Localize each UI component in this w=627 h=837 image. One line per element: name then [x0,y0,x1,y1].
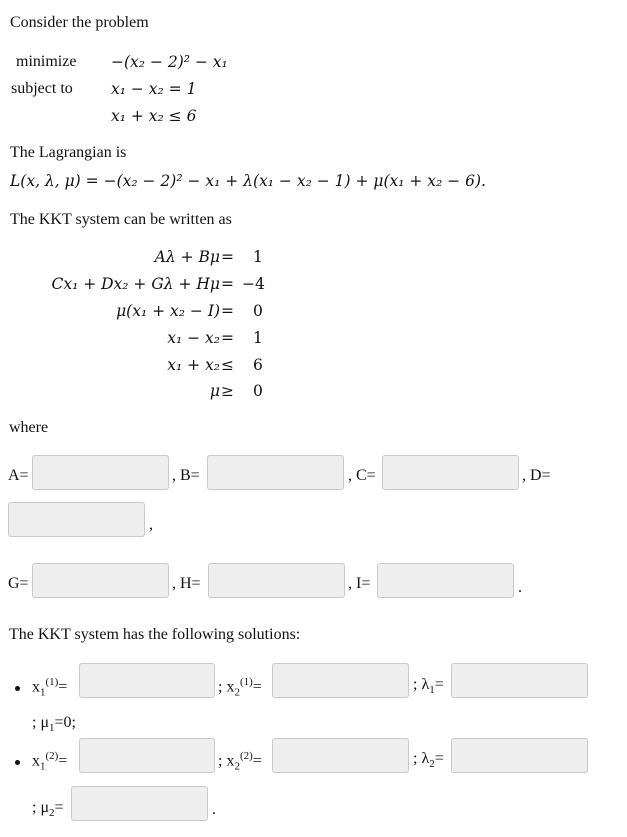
input-sol1-x1[interactable] [79,663,215,698]
label-I: , I= [348,575,371,592]
kkt-row-rel: ≥ [221,382,234,400]
input-C[interactable] [382,455,519,490]
kkt-row-rhs: 0 [253,382,263,400]
kkt-intro: The KKT system can be written as [10,211,232,228]
input-H[interactable] [208,563,345,598]
period-after-I: . [518,579,522,596]
lagrangian-intro: The Lagrangian is [10,144,127,161]
input-G[interactable] [32,563,169,598]
label-sol1-x1: $x_1^{(1)}=$ [32,676,68,699]
kkt-row-rhs: 0 [253,302,263,320]
kkt-row-lhs: x₁ + x₂ [167,356,220,374]
input-D[interactable] [8,502,145,537]
kkt-row-rhs: 1 [253,329,263,347]
input-I[interactable] [377,563,514,598]
input-sol2-lambda[interactable] [451,738,588,773]
label-sol2-lambda: ; $\lambda_2=$ [413,750,444,771]
kkt-row-rel: = [221,329,234,347]
label-H: , H= [172,575,201,592]
input-B[interactable] [207,455,344,490]
input-sol2-x2[interactable] [272,738,409,773]
objective-expression: −(x₂ − 2)² − x₁ [111,53,228,71]
label-sol1-x2: ; $x_2^{(1)}=$ [218,676,262,699]
kkt-row-lhs: Cx₁ + Dx₂ + Gλ + Hμ [51,275,220,293]
period-after-mu2: . [212,801,216,818]
kkt-row-rhs: 1 [253,248,263,266]
kkt-row-rel: = [221,248,234,266]
sol1-mu-text: ; $\mu_1=0$; [32,714,76,735]
label-sol2-x1: $x_1^{(2)}=$ [32,750,68,773]
minimize-label: minimize [16,53,77,70]
input-sol2-mu[interactable] [71,786,208,821]
label-D: , D= [522,467,551,484]
kkt-row-rel: ≤ [221,356,234,374]
kkt-row-rhs: −4 [242,275,265,293]
input-A[interactable] [32,455,169,490]
bullet-icon [15,686,20,691]
lagrangian-expression: L(x, λ, μ) = −(x₂ − 2)² − x₁ + λ(x₁ − x₂ − 1) + μ(x₁ + x₂ − 6). [10,172,486,190]
kkt-row-rel: = [221,302,234,320]
label-sol1-lambda: ; $\lambda_1=$ [413,676,444,697]
constraint-equality: x₁ − x₂ = 1 [111,80,197,98]
input-sol1-x2[interactable] [272,663,409,698]
kkt-row-lhs: x₁ − x₂ [167,329,220,347]
label-G: G= [8,575,29,592]
input-sol2-x1[interactable] [79,738,215,773]
kkt-row-lhs: μ [209,382,220,400]
label-sol2-x2: ; $x_2^{(2)}=$ [218,750,262,773]
label-A: A= [8,467,29,484]
label-sol2-mu: ; $\mu_2=$ [32,799,64,820]
input-sol1-lambda[interactable] [451,663,588,698]
kkt-row-rel: = [221,275,234,293]
where-label: where [9,419,49,436]
bullet-icon [15,760,20,765]
label-C: , C= [348,467,376,484]
solutions-intro: The KKT system has the following solutions: [9,626,301,643]
kkt-row-lhs: Aλ + Bμ [154,248,220,266]
subject-to-label: subject to [11,80,73,97]
intro-text: Consider the problem [10,14,149,31]
constraint-inequality: x₁ + x₂ ≤ 6 [111,107,197,125]
comma-after-D: , [149,516,153,533]
label-B: , B= [172,467,200,484]
kkt-row-lhs: μ(x₁ + x₂ − I) [116,302,220,320]
kkt-row-rhs: 6 [253,356,263,374]
